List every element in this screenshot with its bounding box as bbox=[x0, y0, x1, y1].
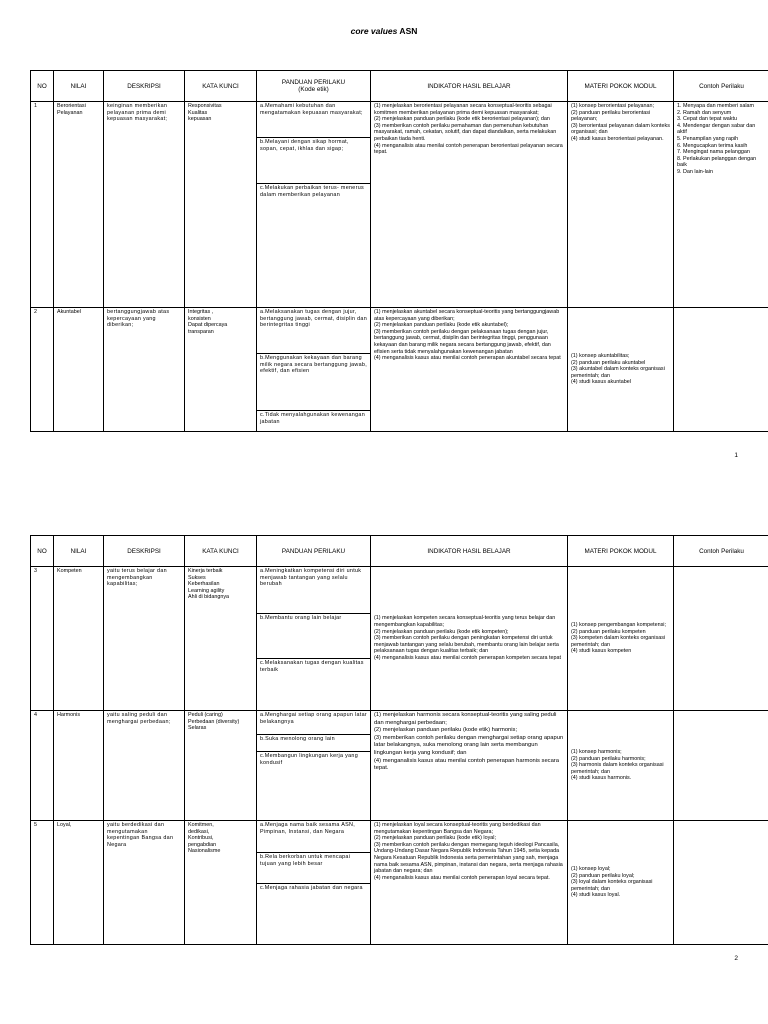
materi-item: (3) loyal dalam konteks organisasi pemerintah; dan bbox=[571, 879, 653, 892]
panduan-item: b.Membantu orang lain belajar bbox=[257, 614, 370, 659]
header-panduan: PANDUAN PERILAKU bbox=[257, 536, 371, 567]
kata-kunci-item: Perbedaan (diversity) bbox=[188, 718, 240, 725]
cell-panduan bbox=[257, 711, 371, 821]
materi-item: (3) harmonis dalam konteks organisasi pemerintah; dan bbox=[571, 762, 664, 775]
indikator-item: (1) menjelaskan berorientasi pelayanan secara konseptual-teoritis sebagai komitmen memberikan pelayanan prima demi kepuasan masyarakat; bbox=[374, 103, 552, 116]
cell-kata-kunci bbox=[185, 711, 257, 821]
cell-indikator bbox=[371, 102, 568, 308]
cell-kata-kunci bbox=[185, 102, 257, 308]
materi-item: (4) studi kasus loyal. bbox=[571, 892, 621, 899]
cell-kata-kunci bbox=[185, 308, 257, 432]
panduan-item: a.Melaksanakan tugas dengan jujur, bertanggung jawab, cermat, disiplin dan berintegritas tinggi bbox=[257, 308, 370, 354]
kata-kunci-item: Kinerja terbaik bbox=[188, 568, 223, 574]
table-row bbox=[31, 567, 768, 711]
kata-kunci-item: Sukses bbox=[188, 574, 206, 581]
panduan-item: b.Menggunakan kekayaan dan barang milik negara secara bertanggung jawab, efektif, dan efisien bbox=[257, 354, 370, 411]
cell-deskripsi: bertanggungjawab atas kepercayaan yang diberikan; bbox=[104, 308, 185, 432]
kata-kunci-item: pengabdian bbox=[188, 841, 217, 848]
cell-panduan bbox=[257, 308, 371, 432]
panduan-item: b.Melayani dengan sikap hormat, sopan, cepat, ikhlas dan sigap; bbox=[257, 138, 370, 184]
indikator-item: (4) menganalisis atau menilai contoh penerapan berorientasi pelayanan secara tepat. bbox=[374, 142, 563, 156]
indikator-item: (2) menjelaskan panduan perilaku (kode etik akuntabel); bbox=[374, 322, 509, 329]
indikator-item: (1) menjelaskan akuntabel secara konseptual-teoritis yang bertanggungjawab atas kepercayaan yang diberikan; bbox=[374, 309, 560, 322]
materi-item: (3) berorientasi pelayanan dalam konteks organisasi; dan bbox=[571, 122, 670, 136]
kata-kunci-item: transparan bbox=[188, 328, 214, 335]
indikator-item: (3) memberikan contoh perilaku dengan pelaksanaan tugas dengan jujur, bertanggung jawab, cermat, disiplin dan berintegritas tinggi, penggunaan kekayaan dan barang milik negara secara bertanggung jawab, efektif, dan efisien serta tidak menyalahgunakan kewenangan jabatan bbox=[374, 328, 551, 355]
cell-no: 5 bbox=[31, 821, 54, 945]
header-nilai: NILAI bbox=[54, 71, 104, 102]
panduan-item: a.Meningkatkan kompetensi diri untuk menjawab tantangan yang selalu berubah bbox=[257, 567, 370, 614]
kata-kunci-item: kepuasan bbox=[188, 116, 212, 123]
cell-nilai: Berorientasi Pelayanan bbox=[54, 102, 104, 308]
header-no: NO bbox=[31, 536, 54, 567]
table-header bbox=[31, 536, 768, 567]
panduan-item: b.Suka menolong orang lain bbox=[257, 735, 370, 752]
indikator-item: (4) menganalisis kasus atau menilai contoh penerapan akuntabel secara tepat bbox=[374, 355, 561, 362]
cell-deskripsi: yaitu saling peduli dan menghargai perbedaan; bbox=[104, 711, 185, 821]
contoh-item: 4. Mendengar dengan sabar dan aktif bbox=[677, 122, 756, 136]
materi-item: (3) kompeten dalam konteks organisasi pemerintah; dan bbox=[571, 635, 666, 648]
materi-item: (4) studi kasus kompeten bbox=[571, 648, 632, 655]
title-italic: core values bbox=[350, 26, 398, 36]
kata-kunci-item: Keberhasilan bbox=[188, 581, 220, 588]
cell-deskripsi: yaitu terus belajar dan mengembangkan kapabilitas; bbox=[104, 567, 185, 711]
indikator-item: (4) menganalisis kasus atau menilai contoh penerapan kompeten secara tepat bbox=[374, 654, 561, 661]
kata-kunci-item: Nasionalisme bbox=[188, 848, 221, 855]
document-title bbox=[0, 26, 768, 36]
kata-kunci-item: Komitmen, bbox=[188, 822, 214, 828]
cell-indikator bbox=[371, 821, 568, 945]
indikator-item: (4) menganalisis kasus atau menilai contoh penerapan loyal secara tepat. bbox=[374, 874, 550, 881]
kata-kunci-item: Selaras bbox=[188, 725, 207, 732]
contoh-item: 9. Dan lain-lain bbox=[677, 168, 713, 175]
kata-kunci-item: Peduli (caring) bbox=[188, 712, 223, 718]
indikator-item: (1) menjelaskan harmonis secara konseptual-teoritis yang saling peduli dan menghargai perbedaan; bbox=[374, 712, 557, 726]
core-values-table-page-2 bbox=[30, 535, 768, 945]
core-values-table-page-1 bbox=[30, 70, 768, 432]
materi-item: (1) konsep harmonis; bbox=[571, 749, 622, 756]
indikator-item: (3) memberikan contoh perilaku dengan memegang teguh ideologi Pancasila, Undang-Undang Dasar Negara Republik Indonesia Tahun 1945, setia kepada Negara Kesatuan Republik Indonesia serta pemerintahan yang sah, menjaga nama baik sesama ASN, pimpinan, instansi dan negara, serta menjaga rahasia jabatan dan negara; dan bbox=[374, 841, 563, 875]
contoh-item: 7. Mengingat nama pelanggan bbox=[677, 149, 750, 156]
materi-item: (3) akuntabel dalam konteks organisasi pemerintah; dan bbox=[571, 366, 665, 379]
kata-kunci-item: Integritas , bbox=[188, 309, 214, 315]
header-indikator: INDIKATOR HASIL BELAJAR bbox=[371, 71, 568, 102]
materi-item: (2) panduan perilaku berorientasi pelayanan; bbox=[571, 109, 651, 123]
panduan-item: c.Membangun lingkungan kerja yang kondusif bbox=[260, 753, 359, 766]
header-deskripsi: DESKRIPSI bbox=[104, 536, 185, 567]
header-kata-kunci: KATA KUNCI bbox=[185, 71, 257, 102]
cell-contoh bbox=[674, 711, 768, 821]
table-row bbox=[31, 308, 768, 432]
cell-nilai: Akuntabel bbox=[54, 308, 104, 432]
cell-panduan bbox=[257, 821, 371, 945]
kata-kunci-item: Kualitas bbox=[188, 109, 208, 116]
table-row bbox=[31, 711, 768, 821]
cell-indikator bbox=[371, 711, 568, 821]
header-materi: MATERI POKOK MODUL bbox=[568, 71, 674, 102]
cell-contoh bbox=[674, 308, 768, 432]
contoh-item: 3. Cepat dan tepat waktu bbox=[677, 116, 737, 123]
contoh-item: 1. Menyapa dan memberi salam bbox=[677, 103, 755, 109]
kata-kunci-item: Ahli di bidangnya bbox=[188, 594, 230, 601]
contoh-item: 5. Penampilan yang rapih bbox=[677, 135, 739, 142]
header-contoh: Contoh Perilaku bbox=[674, 536, 768, 567]
panduan-item: c.Tidak menyalahgunakan kewenangan jabatan bbox=[260, 412, 365, 425]
cell-nilai: Loyal, bbox=[54, 821, 104, 945]
cell-kata-kunci bbox=[185, 821, 257, 945]
cell-deskripsi: yaitu berdedikasi dan mengutamakan kepentingan Bangsa dan Negara bbox=[104, 821, 185, 945]
indikator-item: (4) menganalisis kasus atau menilai contoh penerapan harmonis secara tepat. bbox=[374, 757, 559, 772]
header-panduan-label: PANDUAN PERILAKU bbox=[281, 79, 346, 86]
cell-materi bbox=[568, 308, 674, 432]
indikator-item: (3) memberikan contoh perilaku dengan menghargai setiap orang apapun latar belakangnya, suka menolong orang lain serta membangun lingkungan kerja yang kondusif; dan bbox=[374, 734, 564, 756]
cell-nilai: Harmonis bbox=[54, 711, 104, 821]
indikator-item: (3) memberikan contoh perilaku pemahaman dan pemenuhan kebutuhan masyarakat, ramah, cekatan, solutif, dan dapat diandalkan, serta melakukan perbaikan tiada henti. bbox=[374, 122, 557, 142]
indikator-item: (2) menjelaskan panduan perilaku (kode etik) harmonis; bbox=[374, 727, 518, 734]
cell-nilai: Kompeten bbox=[54, 567, 104, 711]
indikator-item: (2) menjelaskan panduan perilaku (kode etik kompeten); bbox=[374, 628, 509, 635]
header-indikator: INDIKATOR HASIL BELAJAR bbox=[371, 536, 568, 567]
cell-no: 2 bbox=[31, 308, 54, 432]
panduan-item: a.Memahami kebutuhan dan mengatamakan kepuasan masyarakat; bbox=[257, 102, 370, 138]
indikator-item: (2) menjelaskan panduan perilaku (kode etik) loyal; bbox=[374, 835, 496, 842]
cell-contoh bbox=[674, 567, 768, 711]
header-panduan bbox=[257, 71, 371, 102]
cell-panduan bbox=[257, 567, 371, 711]
panduan-item: a.Menghargai setiap orang apapun latar belakangnya bbox=[257, 711, 370, 735]
materi-item: (4) studi kasus harmonis. bbox=[571, 775, 632, 782]
header-materi: MATERI POKOK MODUL bbox=[568, 536, 674, 567]
panduan-item: b.Rela berkorban untuk mencapai tujuan yang lebih besar bbox=[257, 853, 370, 884]
materi-item: (2) panduan perilaku harmonis; bbox=[571, 755, 646, 762]
materi-item: (2) panduan perilaku kompeten bbox=[571, 628, 646, 635]
kata-kunci-item: Kontribusi, bbox=[188, 835, 214, 842]
cell-materi bbox=[568, 821, 674, 945]
materi-item: (1) konsep akuntabilitas; bbox=[571, 353, 630, 360]
materi-item: (2) panduan perilaku akuntabel bbox=[571, 359, 646, 366]
cell-panduan bbox=[257, 102, 371, 308]
materi-item: (4) studi kasus berorientasi pelayanan. bbox=[571, 135, 664, 142]
header-contoh: Contoh Perilaku bbox=[674, 71, 768, 102]
cell-indikator bbox=[371, 567, 568, 711]
cell-contoh bbox=[674, 102, 768, 308]
panduan-item: c.Melaksanakan tugas dengan kualitas terbaik bbox=[260, 660, 364, 673]
kata-kunci-item: Learning agility bbox=[188, 587, 225, 594]
cell-kata-kunci bbox=[185, 567, 257, 711]
header-no: NO bbox=[31, 71, 54, 102]
kata-kunci-item: dedikasi, bbox=[188, 828, 210, 835]
header-kata-kunci: KATA KUNCI bbox=[185, 536, 257, 567]
table-row bbox=[31, 821, 768, 945]
page-number: 1 bbox=[734, 452, 738, 459]
header-panduan-sub: (Kode etik) bbox=[298, 86, 329, 93]
header-deskripsi: DESKRIPSI bbox=[104, 71, 185, 102]
kata-kunci-item: konsisten bbox=[188, 315, 211, 322]
cell-no: 4 bbox=[31, 711, 54, 821]
cell-materi bbox=[568, 567, 674, 711]
cell-no: 1 bbox=[31, 102, 54, 308]
indikator-item: (1) menjelaskan kompeten secara konseptual-teoritis yang terus belajar dan mengembangkan kapabilitas; bbox=[374, 615, 556, 629]
panduan-item: a.Menjaga nama baik sesama ASN, Pimpinan, Instansi, dan Negara bbox=[257, 821, 370, 853]
indikator-item: (3) memberikan contoh perilaku dengan peningkatan kompetensi diri untuk menjawab tantangan yang selalu berubah, membantu orang lain belajar serta pelaksanaan tugas dengan kualitas terbaik; dan bbox=[374, 635, 559, 655]
title-rest: ASN bbox=[397, 26, 418, 36]
panduan-item: c.Melakukan perbaikan terus- menerus dalam memberikan pelayanan bbox=[260, 185, 364, 198]
contoh-item: 6. Mengucapkan terima kasih bbox=[677, 142, 748, 149]
materi-item: (4) studi kasus akuntabel bbox=[571, 379, 631, 386]
kata-kunci-item: Dapat dipercaya bbox=[188, 322, 228, 329]
materi-item: (2) panduan perilaku loyal; bbox=[571, 872, 635, 879]
materi-item: (1) konsep pengembangan kompetensi; bbox=[571, 622, 666, 629]
cell-deskripsi: keinginan memberikan pelayanan prima demi kepuasan masyarakat; bbox=[104, 102, 185, 308]
panduan-item: c.Menjaga rahasia jabatan dan negara bbox=[260, 885, 363, 891]
cell-contoh bbox=[674, 821, 768, 945]
page-number: 2 bbox=[734, 955, 738, 962]
cell-materi bbox=[568, 711, 674, 821]
kata-kunci-item: Responsivitas bbox=[188, 103, 222, 109]
indikator-item: (1) menjelaskan loyal secara konseptual-teoritis yang berdedikasi dan mengutamakan kepentingan Bangsa dan Negara; bbox=[374, 822, 541, 835]
indikator-item: (2) menjelaskan panduan perilaku (kode etik berorientasi pelayanan); dan bbox=[374, 116, 550, 123]
header-nilai: NILAI bbox=[54, 536, 104, 567]
materi-item: (1) konsep berorientasi pelayanan; bbox=[571, 103, 655, 109]
cell-indikator bbox=[371, 308, 568, 432]
materi-item: (1) konsep loyal; bbox=[571, 866, 611, 873]
contoh-item: 2. Ramah dan senyum bbox=[677, 109, 732, 116]
table-header bbox=[31, 71, 768, 102]
cell-materi bbox=[568, 102, 674, 308]
contoh-item: 8. Perlakukan pelanggan dengan baik bbox=[677, 155, 757, 169]
cell-no: 3 bbox=[31, 567, 54, 711]
table-row bbox=[31, 102, 768, 308]
